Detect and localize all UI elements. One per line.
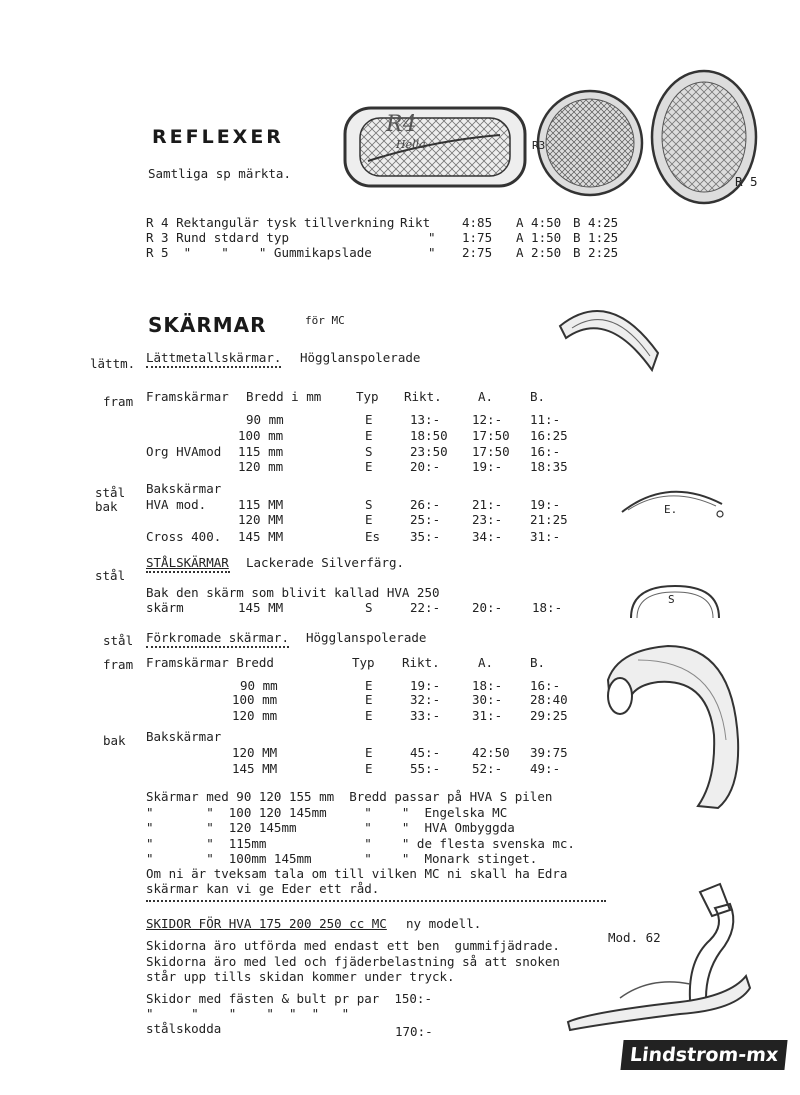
reflector-r4-label: R4 [386, 112, 417, 137]
skidor-heading-note: ny modell. [406, 916, 482, 931]
ski-image [560, 880, 755, 1030]
watermark-logo: Lindstrom-mx [620, 1040, 787, 1070]
stalskarmar-underline [146, 566, 230, 573]
reflector-r3-image [535, 88, 645, 198]
reflexer-title: REFLEXER [152, 126, 284, 148]
bak-heading: Bakskärmar [146, 481, 222, 496]
margin-stal-3: stål [103, 633, 134, 648]
skarmar-for-mc: för MC [305, 314, 345, 327]
stalskodda-label: stålskodda [146, 1021, 222, 1036]
bak-heading-2: Bakskärmar [146, 729, 222, 744]
lattm-heading: Lättmetallskärmar. [146, 350, 281, 368]
reflector-r4-image [340, 105, 530, 190]
rear-fender-e-label: E. [664, 503, 678, 516]
margin-bak-2: bak [103, 733, 126, 748]
fit-line: Skärmar med 90 120 155 mm Bredd passar på HVA S pilen [146, 789, 553, 804]
skidor-ditto-line: " " " " " " " [146, 1006, 350, 1021]
forkromade-heading: Förkromade skärmar. [146, 630, 289, 648]
reflector-r5-label: R 5 [735, 174, 758, 189]
hva250-line: Bak den skärm som blivit kallad HVA 250 [146, 585, 440, 600]
front-fender-image [550, 298, 670, 378]
forkromade-note: Högglanspolerade [306, 630, 427, 645]
skidor-price-line: Skidor med fästen & bult pr par 150:- [146, 991, 432, 1006]
reflector-r3-label: R3 [532, 139, 546, 152]
fit-line: " " 100 120 145mm " " Engelska MC [146, 805, 508, 820]
dotted-divider [146, 900, 606, 902]
reflector-r4-brand: Hella [396, 138, 426, 151]
skidor-desc-line: Skidorna äro med led och fjäderbelastning så att snoken [146, 954, 560, 969]
rear-fender-s-image [625, 580, 725, 622]
skidor-mod-label: Mod. 62 [608, 930, 661, 945]
advice-line: skärmar kan vi ge Eder ett råd. [146, 881, 380, 896]
skidor-desc-line: står upp tills skidan kommer under tryck. [146, 969, 455, 984]
fit-line: " " 100mm 145mm " " Monark stinget. [146, 851, 538, 866]
margin-fram-2: fram [103, 657, 134, 672]
margin-lattm: lättm. [90, 356, 136, 371]
fit-line: " " 120 145mm " " HVA Ombyggda [146, 820, 515, 835]
stalskarmar-note: Lackerade Silverfärg. [246, 555, 405, 570]
margin-bak: bak [95, 499, 118, 514]
advice-line: Om ni är tveksam tala om till vilken MC ni skall ha Edra [146, 866, 568, 881]
stalskodda-price: 170:- [395, 1024, 433, 1039]
fit-line: " " 115mm " " de flesta svenska mc. [146, 836, 575, 851]
margin-stal: stål [95, 485, 126, 500]
reflexer-subtitle: Samtliga sp märkta. [148, 166, 291, 181]
skidor-desc-line: Skidorna äro utförda med endast ett ben gummifjädrade. [146, 938, 560, 953]
skidor-heading: SKIDOR FÖR HVA 175 200 250 cc MC [146, 916, 387, 931]
rear-fender-s-label: S [668, 593, 675, 606]
margin-stal-2: stål [95, 568, 126, 583]
stalskarmar-heading: STÅLSKÄRMAR [146, 555, 229, 570]
skarmar-title: SKÄRMAR [148, 313, 267, 337]
margin-fram: fram [103, 394, 134, 409]
lattm-note: Högglanspolerade [300, 350, 421, 365]
chrome-fender-image [598, 630, 748, 812]
